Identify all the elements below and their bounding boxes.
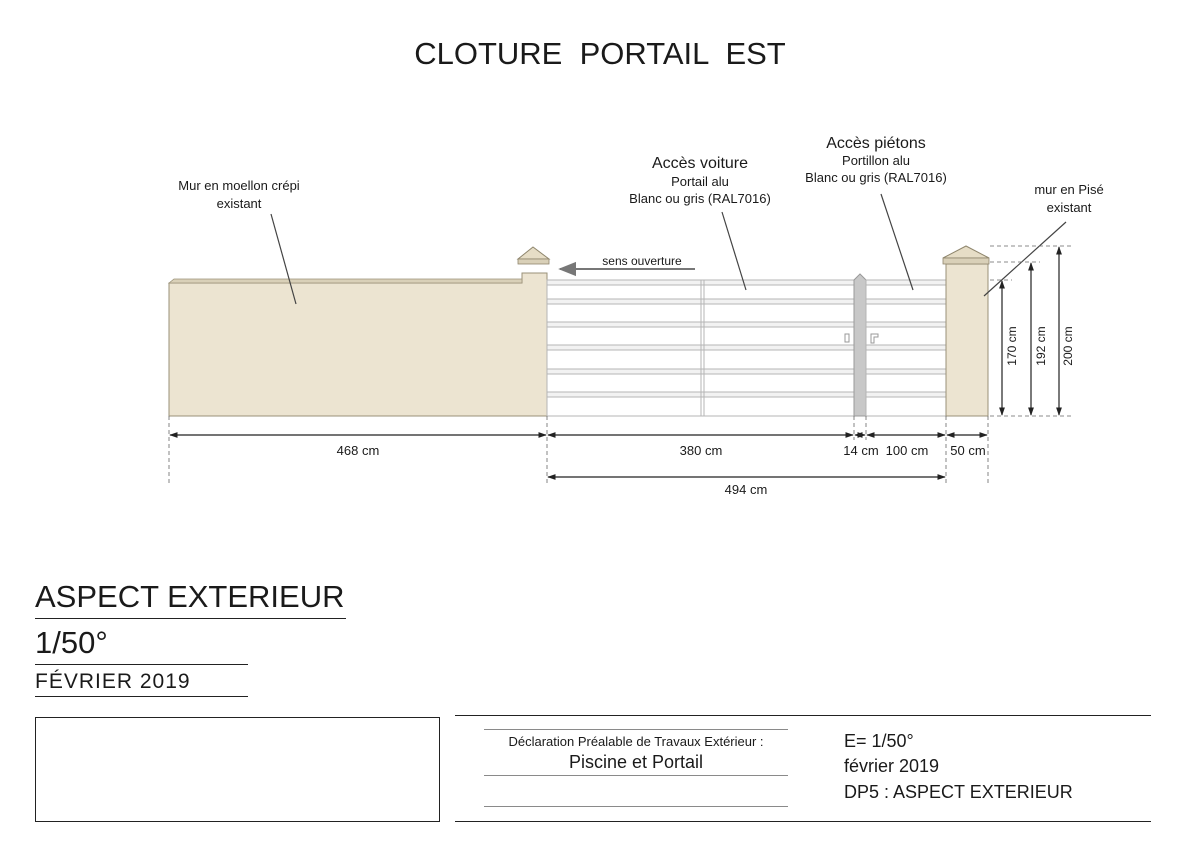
gate-post [854, 274, 866, 416]
car-access-heading: Accès voiture [651, 155, 749, 172]
cartouche-date: février 2019 [844, 756, 940, 776]
existing-wall-label-line1: Mur en moellon crépi [178, 178, 300, 193]
dim-height-192: 192 cm [1034, 326, 1048, 366]
dim-total-width: 494 cm [724, 482, 768, 497]
cartouche-top-rule [455, 715, 1151, 716]
cartouche-rule-1 [484, 729, 788, 730]
vehicle-gate [547, 280, 855, 416]
dim-pillar-width: 50 cm [950, 443, 986, 458]
dim-height-200: 200 cm [1061, 326, 1075, 366]
cartouche-rule-3 [484, 806, 788, 807]
dim-gate-width: 380 cm [679, 443, 723, 458]
sheet-heading-underline [35, 618, 346, 619]
dim-wall-width: 468 cm [336, 443, 380, 458]
cartouche-scale: E= 1/50° [844, 731, 914, 751]
sheet-heading: ASPECT EXTERIEUR [35, 579, 345, 614]
sheet-date: FÉVRIER 2019 [35, 670, 191, 693]
cartouche-rule-2 [484, 775, 788, 776]
page-title: CLOTURE PORTAIL EST [414, 36, 786, 71]
dim-post-width: 14 cm [843, 443, 879, 458]
cartouche-logo-box [35, 717, 440, 822]
car-access-line1: Portail alu [671, 174, 729, 189]
rammed-earth-wall-label-line2: existant [1046, 200, 1092, 215]
right-pillar [943, 246, 989, 416]
pedestrian-access-heading: Accès piétons [826, 135, 926, 152]
pedestrian-access-line1: Portillon alu [842, 153, 910, 168]
sheet-scale-underline [35, 664, 248, 665]
pedestrian-wicket [866, 280, 946, 416]
dim-wicket-width: 100 cm [885, 443, 929, 458]
dim-height-170: 170 cm [1005, 326, 1019, 366]
cartouche-project: Piscine et Portail [568, 752, 704, 772]
sheet-scale: 1/50° [35, 625, 108, 660]
existing-wall-label-line2: existant [216, 196, 262, 211]
existing-rubble-wall [169, 273, 547, 416]
cartouche-declaration: Déclaration Préalable de Travaux Extérieur : [508, 734, 764, 749]
car-access-line2: Blanc ou gris (RAL7016) [629, 191, 771, 206]
opening-direction-label: sens ouverture [602, 254, 682, 268]
sheet-date-underline [35, 696, 248, 697]
left-pillar-cap [518, 247, 549, 264]
pedestrian-access-line2: Blanc ou gris (RAL7016) [805, 170, 947, 185]
cartouche-bottom-rule [455, 821, 1151, 822]
cartouche-reference: DP5 : ASPECT EXTERIEUR [844, 782, 1073, 802]
rammed-earth-wall-label-line1: mur en Pisé [1034, 182, 1104, 197]
